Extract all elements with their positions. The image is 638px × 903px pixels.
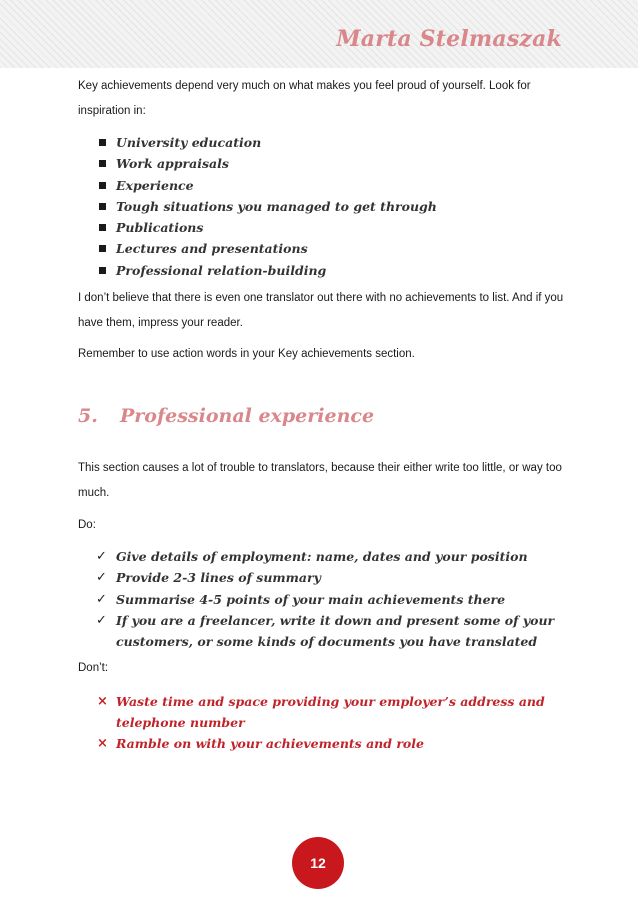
- list-item: ✓ If you are a freelancer, write it down and present some of your customers, or some kinds of documents you have translated: [78, 610, 570, 653]
- do-list: [78, 546, 570, 652]
- list-item: ✓ Give details of employment: name, dates and your position: [78, 546, 570, 567]
- section-intro-paragraph: This section causes a lot of trouble to translators, because their either write too little, or way too much.: [78, 462, 562, 500]
- square-bullet-icon: [99, 160, 106, 167]
- paragraph-achievements: I don’t believe that there is even one translator out there with no achievements to list. And if you have them, impress your reader.: [78, 292, 564, 330]
- list-item: ✓ Provide 2-3 lines of summary: [78, 567, 570, 588]
- list-item: Tough situations you managed to get through: [78, 196, 570, 217]
- list-item: Professional relation-building: [78, 260, 570, 281]
- square-bullet-icon: [99, 224, 106, 231]
- square-bullet-icon: [99, 182, 106, 189]
- page-content: [78, 74, 570, 754]
- check-icon: ✓: [96, 570, 107, 586]
- dont-label: Don’t:: [78, 661, 109, 674]
- list-item: Publications: [78, 217, 570, 238]
- list-item: ✓ Summarise 4-5 points of your main achievements there: [78, 589, 570, 610]
- list-item: University education: [78, 132, 570, 153]
- list-item: Lectures and presentations: [78, 238, 570, 259]
- check-icon: ✓: [96, 591, 107, 607]
- square-bullet-icon: [99, 203, 106, 210]
- square-bullet-icon: [99, 139, 106, 146]
- author-name: Marta Stelmaszak: [336, 26, 562, 52]
- cross-icon: ×: [97, 693, 108, 709]
- check-icon: ✓: [96, 612, 107, 628]
- check-icon: ✓: [96, 549, 107, 565]
- list-item: × Ramble on with your achievements and role: [78, 733, 570, 754]
- cross-icon: ×: [97, 736, 108, 752]
- section-number: 5.: [78, 405, 98, 428]
- intro-paragraph: Key achievements depend very much on what makes you feel proud of yourself. Look for inspiration in:: [78, 80, 531, 117]
- square-bullet-icon: [99, 245, 106, 252]
- page-header: [0, 0, 638, 68]
- section-heading: [78, 405, 570, 427]
- inspiration-list: [78, 132, 570, 281]
- square-bullet-icon: [99, 267, 106, 274]
- page-number-badge: 12: [292, 837, 344, 889]
- list-item: × Waste time and space providing your employer’s address and telephone number: [78, 691, 570, 734]
- list-item: Work appraisals: [78, 153, 570, 174]
- paragraph-action-words: Remember to use action words in your Key achievements section.: [78, 348, 415, 361]
- dont-list: [78, 691, 570, 755]
- do-label: Do:: [78, 519, 96, 532]
- list-item: Experience: [78, 175, 570, 196]
- section-title: Professional experience: [120, 405, 375, 428]
